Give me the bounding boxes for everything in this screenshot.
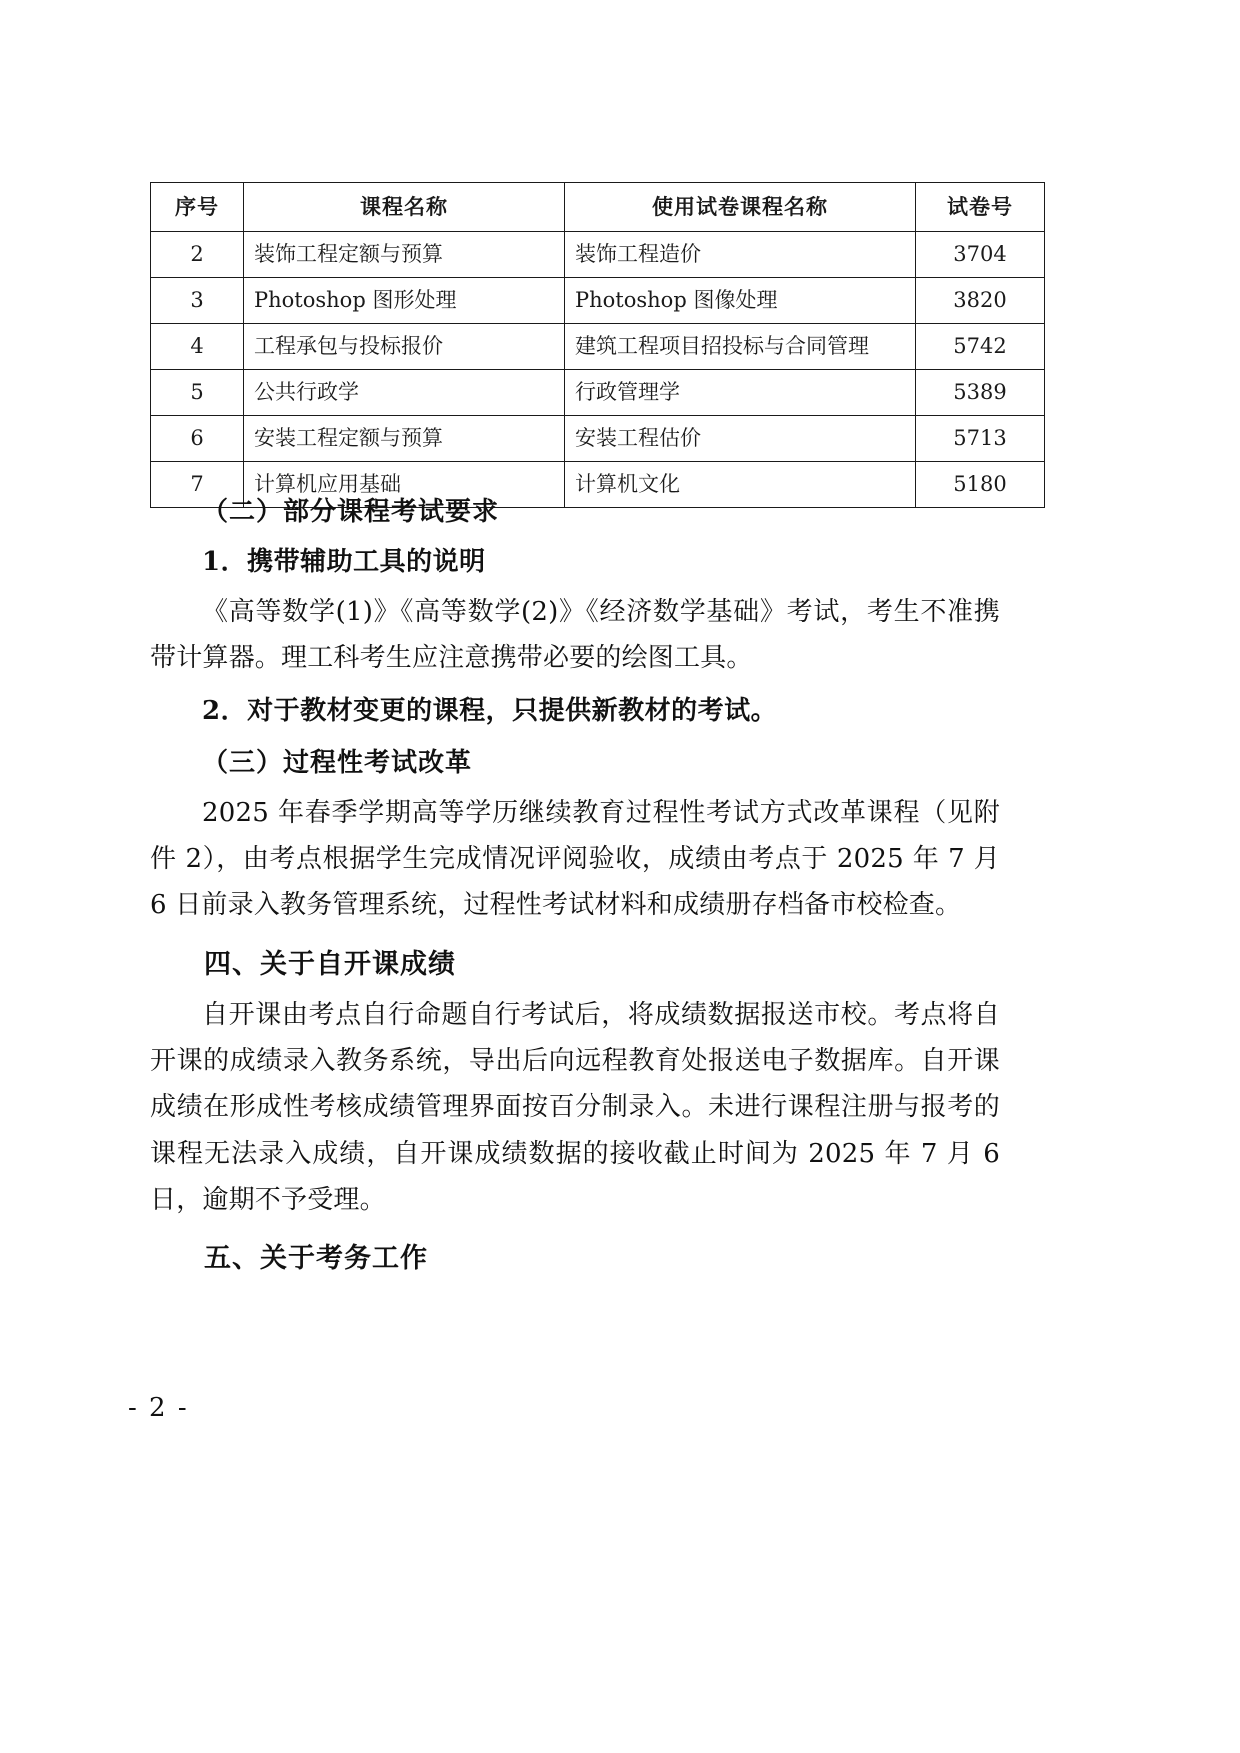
table-row bbox=[151, 278, 1045, 324]
cell-course-name: 公共行政学 bbox=[244, 370, 565, 416]
table-row bbox=[151, 416, 1045, 462]
column-header-index: 序号 bbox=[151, 183, 244, 232]
cell-index: 3 bbox=[151, 278, 244, 324]
cell-paper-course: 建筑工程项目招投标与合同管理 bbox=[565, 324, 916, 370]
cell-paper-number: 5389 bbox=[916, 370, 1045, 416]
heading-section-four: 四、关于自开课成绩 bbox=[204, 948, 456, 980]
heading-section-five: 五、关于考务工作 bbox=[204, 1243, 428, 1275]
table-row bbox=[151, 232, 1045, 278]
column-header-course-name: 课程名称 bbox=[244, 183, 565, 232]
paragraph-section-four: 自开课由考点自行命题自行考试后，将成绩数据报送市校。考点将自开课的成绩录入教务系统，导出后向远程教育处报送电子数据库。自开课成绩在形成性考核成绩管理界面按百分制录入。未进行课程注册与报考的课程无法录入成绩，自开课成绩数据的接收截止时间为 2025 年 7 月 6 日，逾期不予受理。 bbox=[150, 999, 1000, 1215]
table-header bbox=[151, 183, 1045, 232]
cell-course-name: 装饰工程定额与预算 bbox=[244, 232, 565, 278]
cell-course-name: 安装工程定额与预算 bbox=[244, 416, 565, 462]
cell-paper-course: 装饰工程造价 bbox=[565, 232, 916, 278]
cell-paper-course: Photoshop 图像处理 bbox=[565, 278, 916, 324]
cell-paper-course: 行政管理学 bbox=[565, 370, 916, 416]
cell-index: 6 bbox=[151, 416, 244, 462]
cell-paper-number: 3820 bbox=[916, 278, 1045, 324]
cell-index: 4 bbox=[151, 324, 244, 370]
cell-paper-number: 5742 bbox=[916, 324, 1045, 370]
paragraph-section-three: 2025 年春季学期高等学历继续教育过程性考试方式改革课程（见附件 2），由考点根据学生完成情况评阅验收，成绩由考点于 2025 年 7 月 6 日前录入教务管理系统，过程性考试材料和成绩册存档备市校检查。 bbox=[150, 797, 1000, 921]
cell-paper-number: 3704 bbox=[916, 232, 1045, 278]
cell-course-name: 工程承包与投标报价 bbox=[244, 324, 565, 370]
page-number: - 2 - bbox=[128, 1393, 189, 1423]
table-row bbox=[151, 370, 1045, 416]
cell-index: 7 bbox=[151, 462, 244, 508]
heading-item-2: 2．对于教材变更的课程，只提供新教材的考试。 bbox=[202, 696, 778, 727]
heading-section-three: （三）过程性考试改革 bbox=[202, 748, 473, 779]
document-body bbox=[150, 480, 1000, 1284]
cell-paper-course: 计算机文化 bbox=[565, 462, 916, 508]
cell-index: 5 bbox=[151, 370, 244, 416]
course-exam-table-container bbox=[150, 182, 1013, 508]
heading-item-1: 1．携带辅助工具的说明 bbox=[202, 547, 486, 578]
cell-paper-number: 5713 bbox=[916, 416, 1045, 462]
heading-section-two: （二）部分课程考试要求 bbox=[202, 497, 500, 527]
paragraph-item-1: 《高等数学(1)》《高等数学(2)》《经济数学基础》考试，考生不准携带计算器。理工科考生应注意携带必要的绘图工具。 bbox=[150, 596, 1000, 673]
table-body bbox=[151, 232, 1045, 508]
table-row bbox=[151, 324, 1045, 370]
table-header-row bbox=[151, 183, 1045, 232]
column-header-paper-number: 试卷号 bbox=[916, 183, 1045, 232]
cell-course-name: Photoshop 图形处理 bbox=[244, 278, 565, 324]
column-header-paper-course: 使用试卷课程名称 bbox=[565, 183, 916, 232]
cell-paper-course: 安装工程估价 bbox=[565, 416, 916, 462]
cell-index: 2 bbox=[151, 232, 244, 278]
cell-paper-number: 5180 bbox=[916, 462, 1045, 508]
cell-course-name: 计算机应用基础 bbox=[244, 462, 565, 508]
course-exam-table bbox=[150, 182, 1045, 508]
